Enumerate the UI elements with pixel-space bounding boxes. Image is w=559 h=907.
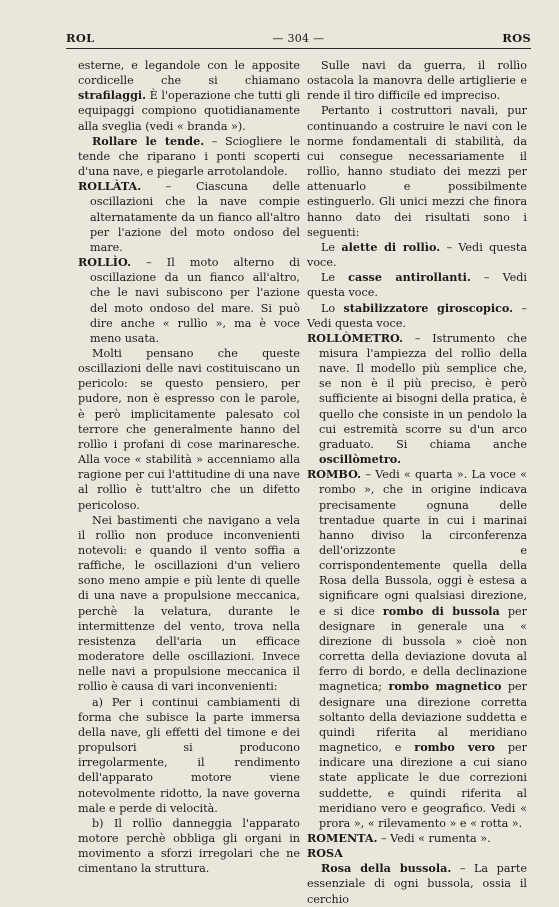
paragraph-strafilaggi xyxy=(78,58,300,134)
right-column xyxy=(307,58,527,907)
paragraph-text: – Sciogliere le tende che riparano i ponti scoperti d'una nave, e piegarle arrotolandole. xyxy=(78,134,300,179)
header-left-word: ROL xyxy=(66,31,95,45)
entry-rollare-le-tende xyxy=(78,134,300,179)
paragraph-text: per designare una direzione corretta soltanto della deviazione suddetta e quindi riferita al meridiano magnetico, e xyxy=(319,680,528,755)
paragraph-text: – Vedi questa voce. xyxy=(307,301,527,330)
paragraph-text: – La parte essenziale di ogni bussola, ossia il cerchio xyxy=(307,862,527,906)
bold-term: rombo vero xyxy=(414,740,495,755)
header-rule xyxy=(66,48,531,49)
paragraph-text: È l'operazione che tutti gli equipaggi compiono quotidianamente alla sveglia (vedi « branda »). xyxy=(78,89,300,133)
bold-term: Rosa della bussola. xyxy=(321,861,452,876)
entry-rosa-della-bussola xyxy=(307,861,527,906)
entry-rollata xyxy=(78,179,300,255)
bold-term: Rollare le tende. xyxy=(92,133,205,148)
item-alette-di-rollio xyxy=(307,240,527,270)
paragraph-text: Molti pensano che queste oscillazioni delle navi costituiscano un pericolo: se questo pensiero, per pudore, non è espresso con le parole, è però implicitamente palesato col terrore che generalmente hanno del rollìo i profani di cose marinaresche. Alla voce « stabilità » accenniamo alla ragione per cui l'attitudine di una nave al rollìo è tutt'altro che un difetto pericoloso. xyxy=(78,346,300,512)
bold-term: stabilizzatore giroscopico. xyxy=(343,300,514,315)
header-right-word: ROS xyxy=(502,31,531,45)
paragraph-text: – Vedi questa voce. xyxy=(307,240,527,270)
entry-rombo xyxy=(307,467,527,831)
headword: ROMENTA. xyxy=(307,830,378,845)
headword: ROLLÒMETRO. xyxy=(307,330,404,345)
bold-term: rombo di bussola xyxy=(382,603,500,618)
entry-romenta xyxy=(307,831,527,846)
paragraph-text: – Vedi « quarta ». La voce « rombo », che in origine indicava precisamente ognuna delle trentadue quarte in cui i marinai hanno diviso la circonferenza dell'orizzonte e corrispondentemente quella della Rosa della Bussola, oggi è estesa a significare ogni qualsiasi direzione, e si dice xyxy=(319,468,527,618)
paragraph-text: per indicare una direzione a cui siano state applicate le due correzioni suddette, e quindi riferita al meridiano vero e geografico. Vedi « prora », « rilevamento » e « rotta ». xyxy=(319,741,527,830)
paragraph-text: Nei bastimenti che navigano a vela il rollìo non produce inconvenienti notevoli: e quando il vento soffia a raffiche, le oscillazioni d'un veliero sono meno ampie e più lente di quelle di una nave a propulsione meccanica, perchè la velatura, durante le intermittenze del vento, trova nella resistenza dell'aria un efficace moderatore delle oscillazioni. Invece nelle navi a propulsione meccanica il rollìo è causa di vari inconvenienti: xyxy=(78,513,300,694)
paragraph-text: Sulle navi da guerra, il rollìo ostacola la manovra delle artiglierie e rende il tiro difficile ed impreciso. xyxy=(307,59,527,103)
paragraph-text: Le xyxy=(321,271,349,285)
paragraph-text: Pertanto i costruttori navali, pur continuando a costruire le navi con le norme fondamentali di stabilità, da cui consegue necessariamente il rollìo, hanno studiato dei mezzi per attenuarlo e possibilmente estinguerlo. Gli unici mezzi che finora hanno dato dei risultati sono i seguenti: xyxy=(307,104,527,239)
running-header xyxy=(66,28,531,48)
bold-term: rombo magnetico xyxy=(388,679,502,694)
headword: ROLLÌO. xyxy=(78,255,131,270)
item-casse-antirollanti xyxy=(307,270,527,300)
paragraph-text: per designare in generale una « direzione di bussola » cioè non corretta della deviazione dovuta al ferro di bordo, e della declinazione magnetica; xyxy=(319,604,528,694)
headword: ROLLÀTA. xyxy=(78,179,142,194)
paragraph-text: b) Il rollìo danneggia l'apparato motore perchè obbliga gli organi in movimento a sforzi irregolari che ne cimentano la struttura. xyxy=(78,816,300,876)
entry-rollometro xyxy=(307,331,527,467)
headword: ROMBO. xyxy=(307,467,362,482)
left-column xyxy=(78,58,300,876)
paragraph-text: – Ciascuna delle oscillazioni che la nave compie alternatamente da un fianco all'altro per l'azione del moto ondoso del mare. xyxy=(90,180,300,254)
bold-term: alette di rollìo. xyxy=(341,239,441,254)
headword-rosa: ROSA xyxy=(307,846,343,861)
item-stabilizzatore xyxy=(307,301,527,331)
paragraph-text: – Istrumento che misura l'ampiezza del rollìo della nave. Il modello più semplice che, se non è il più preciso, è però sufficiente ai bisogni della pratica, è quello che consiste in un pendolo la cui estremità scorre su d'un arco graduato. Si chiama anche xyxy=(319,331,527,451)
entry-rollio xyxy=(78,255,300,346)
bold-term: casse antirollanti. xyxy=(348,270,471,285)
paragraph-text: – Vedi « rumenta ». xyxy=(377,831,491,845)
paragraph-text: esterne, e legandole con le apposite cordicelle che si chiamano xyxy=(78,59,300,88)
bold-term: strafilaggi. xyxy=(78,88,147,103)
bold-term: oscillòmetro. xyxy=(319,452,401,467)
paragraph-text: Le xyxy=(321,240,342,254)
paragraph-text: a) Per i continui cambiamenti di forma che subisce la parte immersa della nave, gli effetti del timone e dei propulsori si producono irregolarmente, il rendimento dell'apparato motore viene notevolmente ridotto, la nave governa male e perde di velocità. xyxy=(78,695,300,815)
paragraph-text: – Il moto alterno di oscillazione da un fianco all'altro, che le navi subiscono per l'azione del moto ondoso del mare. Si può dire anche « rullìo », ma è voce meno usata. xyxy=(90,256,300,345)
paragraph-text: Lo xyxy=(321,301,344,315)
paragraph-text: – Vedi questa voce. xyxy=(307,271,528,300)
page-number: — 304 — xyxy=(272,31,325,45)
